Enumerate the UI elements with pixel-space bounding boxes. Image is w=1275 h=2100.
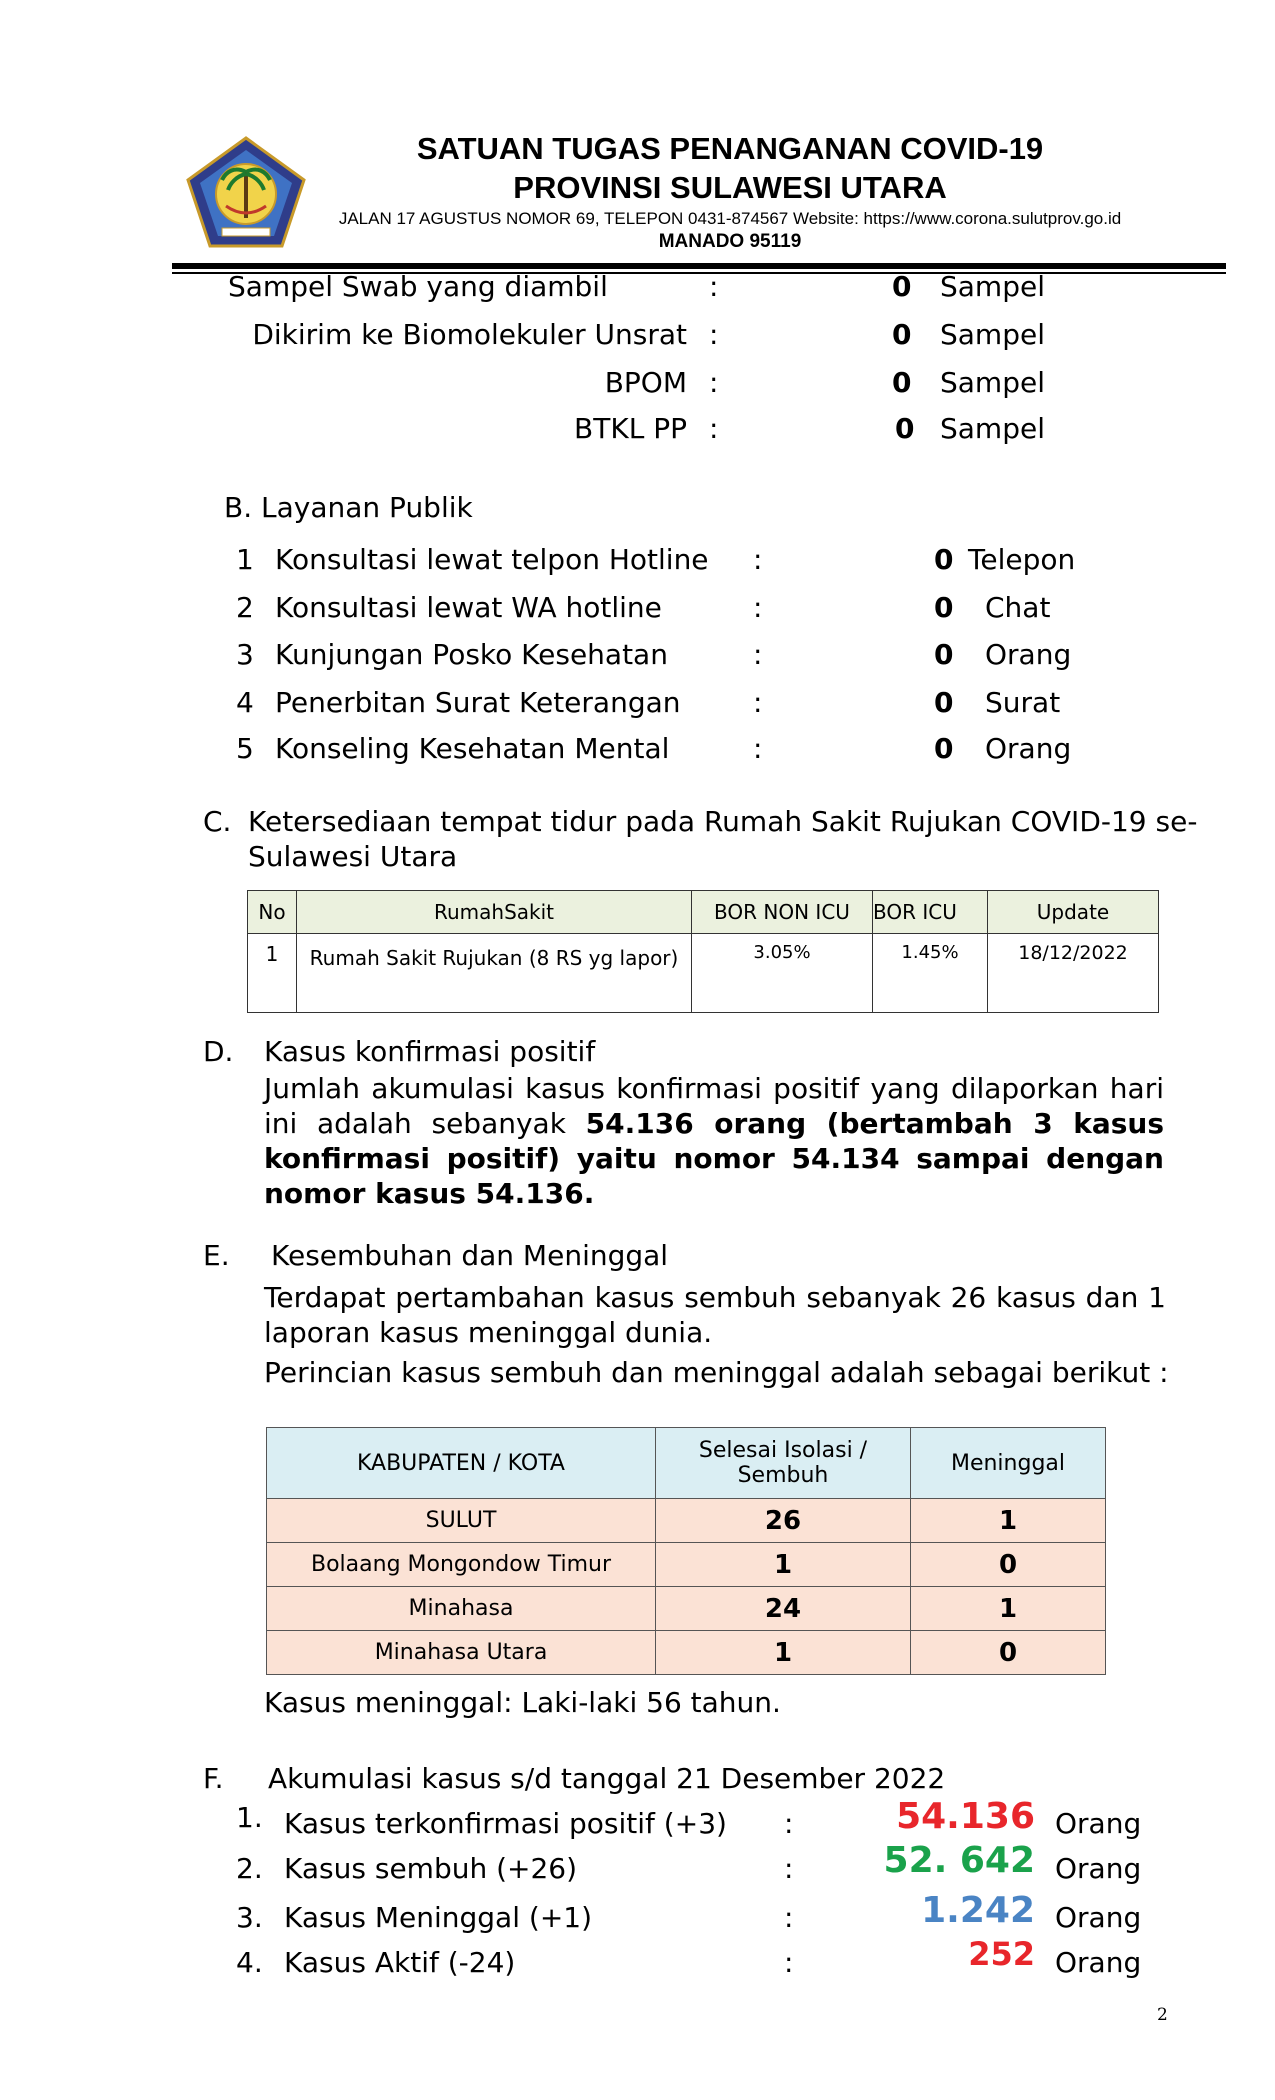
list-label: Kasus terkonfirmasi positif (+3) xyxy=(284,1807,727,1840)
header-title-1: SATUAN TUGAS PENANGANAN COVID-19 xyxy=(416,131,1044,166)
colon: : xyxy=(784,1946,794,1979)
colon: : xyxy=(784,1901,794,1934)
swab-value: 0 xyxy=(892,366,912,399)
list-unit: Surat xyxy=(985,686,1061,719)
recovery-death-table xyxy=(266,1427,1106,1675)
colon: : xyxy=(753,591,763,624)
paragraph-text: Jumlah akumulasi kasus konfirmasi positif yang dilaporkan hari ini adalah sebanyak xyxy=(264,1072,1164,1140)
header-city: MANADO 95119 xyxy=(658,231,802,252)
section-d-heading: Kasus konfirmasi positif xyxy=(264,1035,596,1068)
list-number: 3 xyxy=(236,638,254,671)
list-unit: Orang xyxy=(985,638,1072,671)
confirmed-count-text: 54.136 orang (bertambah 3 kasus konfirmasi positif) yaitu nomor 54.134 sampai dengan nomor kasus 54.136. xyxy=(264,1107,1165,1210)
recovered-total: 52. 642 xyxy=(883,1840,1035,1881)
list-number: 4. xyxy=(236,1946,263,1979)
bed-availability-table xyxy=(247,890,1159,1013)
section-d-paragraph xyxy=(264,1071,1164,1211)
header-address: JALAN 17 AGUSTUS NOMOR 69, TELEPON 0431-874567 Website: https://www.corona.sulutprov.go.id xyxy=(338,209,1122,228)
province-logo xyxy=(186,136,306,250)
active-total: 252 xyxy=(968,1935,1035,1973)
section-b-heading: B. Layanan Publik xyxy=(224,491,473,524)
swab-value: 0 xyxy=(892,270,912,303)
list-label: Konseling Kesehatan Mental xyxy=(275,732,670,765)
table-cell: 1 xyxy=(656,1543,911,1587)
swab-value: 0 xyxy=(892,318,912,351)
table-row xyxy=(267,1587,1106,1631)
table-cell: SULUT xyxy=(267,1499,656,1543)
swab-unit: Sampel xyxy=(940,270,1045,303)
swab-label: BPOM xyxy=(604,366,687,399)
table-row xyxy=(267,1543,1106,1587)
list-label: Konsultasi lewat WA hotline xyxy=(275,591,662,624)
section-c-letter: C. xyxy=(203,805,232,838)
table-header-cell: Update xyxy=(988,891,1159,934)
colon: : xyxy=(784,1852,794,1885)
swab-value: 0 xyxy=(895,412,915,445)
table-cell: 1 xyxy=(656,1631,911,1675)
list-number: 5 xyxy=(236,732,254,765)
page-number: 2 xyxy=(1157,2005,1168,2025)
section-e-letter: E. xyxy=(203,1239,230,1272)
confirmed-total: 54.136 xyxy=(896,1796,1035,1837)
table-row xyxy=(267,1499,1106,1543)
table-row xyxy=(267,1631,1106,1675)
list-value: 0 xyxy=(934,543,954,576)
table-header-cell: No xyxy=(248,891,297,934)
table-cell: 1.45% xyxy=(873,934,988,1013)
list-number: 1 xyxy=(236,543,254,576)
section-c-heading-line1: Ketersediaan tempat tidur pada Rumah Sakit Rujukan COVID-19 se- xyxy=(248,805,1198,838)
swab-unit: Sampel xyxy=(940,318,1045,351)
colon: : xyxy=(753,638,763,671)
list-label: Konsultasi lewat telpon Hotline xyxy=(275,543,709,576)
colon: : xyxy=(753,686,763,719)
table-cell: Rumah Sakit Rujukan (8 RS yg lapor) xyxy=(297,934,692,1013)
swab-label: Dikirim ke Biomolekuler Unsrat xyxy=(252,318,687,351)
table-cell: 26 xyxy=(656,1499,911,1543)
list-label: Kunjungan Posko Kesehatan xyxy=(275,638,668,671)
list-value: 0 xyxy=(934,638,954,671)
swab-unit: Sampel xyxy=(940,412,1045,445)
table-header-cell: BOR ICU xyxy=(873,891,988,934)
table-cell: 0 xyxy=(911,1631,1106,1675)
table-cell: 1 xyxy=(911,1587,1106,1631)
list-unit: Orang xyxy=(1055,1852,1142,1885)
table-header-cell: RumahSakit xyxy=(297,891,692,934)
deaths-total: 1.242 xyxy=(921,1890,1035,1931)
list-label: Penerbitan Surat Keterangan xyxy=(275,686,681,719)
table-header-cell: KABUPATEN / KOTA xyxy=(267,1428,656,1499)
colon: : xyxy=(709,318,719,351)
swab-label: Sampel Swab yang diambil xyxy=(228,270,608,303)
section-f-heading: Akumulasi kasus s/d tanggal 21 Desember 2022 xyxy=(268,1762,946,1795)
table-cell: 0 xyxy=(911,1543,1106,1587)
table-cell: Minahasa xyxy=(267,1587,656,1631)
table-row xyxy=(248,934,1159,1013)
swab-unit: Sampel xyxy=(940,366,1045,399)
list-number: 2. xyxy=(236,1852,263,1885)
section-e-paragraph-2: Perincian kasus sembuh dan meninggal adalah sebagai berikut : xyxy=(264,1356,1169,1389)
table-cell: 1 xyxy=(248,934,297,1013)
list-label: Kasus Aktif (-24) xyxy=(284,1946,516,1979)
table-header-row xyxy=(267,1428,1106,1499)
list-label: Kasus Meninggal (+1) xyxy=(284,1901,593,1934)
list-label: Kasus sembuh (+26) xyxy=(284,1852,578,1885)
list-value: 0 xyxy=(934,686,954,719)
table-header-cell: BOR NON ICU xyxy=(692,891,873,934)
table-header-cell: Meninggal xyxy=(911,1428,1106,1499)
colon: : xyxy=(709,412,719,445)
list-unit: Orang xyxy=(1055,1946,1142,1979)
list-value: 0 xyxy=(934,732,954,765)
table-cell: 24 xyxy=(656,1587,911,1631)
list-number: 1. xyxy=(236,1801,263,1834)
list-number: 3. xyxy=(236,1901,263,1934)
colon: : xyxy=(753,543,763,576)
colon: : xyxy=(709,270,719,303)
colon: : xyxy=(709,366,719,399)
list-unit: Orang xyxy=(985,732,1072,765)
list-unit: Chat xyxy=(985,591,1051,624)
header-title-2: PROVINSI SULAWESI UTARA xyxy=(513,170,947,205)
list-number: 4 xyxy=(236,686,254,719)
list-number: 2 xyxy=(236,591,254,624)
table-header-row xyxy=(248,891,1159,934)
death-note: Kasus meninggal: Laki-laki 56 tahun. xyxy=(264,1686,781,1719)
header-rule xyxy=(172,263,1226,269)
table-cell: 1 xyxy=(911,1499,1106,1543)
list-unit: Telepon xyxy=(968,543,1076,576)
colon: : xyxy=(784,1807,794,1840)
list-unit: Orang xyxy=(1055,1807,1142,1840)
swab-label: BTKL PP xyxy=(574,412,687,445)
colon: : xyxy=(753,732,763,765)
section-f-letter: F. xyxy=(203,1762,224,1795)
table-header-cell: Selesai Isolasi / Sembuh xyxy=(656,1428,911,1499)
section-c-heading-line2: Sulawesi Utara xyxy=(248,840,458,873)
section-e-paragraph: Terdapat pertambahan kasus sembuh sebanyak 26 kasus dan 1 laporan kasus meninggal dunia. xyxy=(264,1281,1166,1349)
list-unit: Orang xyxy=(1055,1901,1142,1934)
table-cell: Bolaang Mongondow Timur xyxy=(267,1543,656,1587)
table-cell: 18/12/2022 xyxy=(988,934,1159,1013)
section-e-heading: Kesembuhan dan Meninggal xyxy=(271,1239,669,1272)
list-value: 0 xyxy=(934,591,954,624)
table-cell: 3.05% xyxy=(692,934,873,1013)
table-cell: Minahasa Utara xyxy=(267,1631,656,1675)
section-d-letter: D. xyxy=(203,1035,234,1068)
